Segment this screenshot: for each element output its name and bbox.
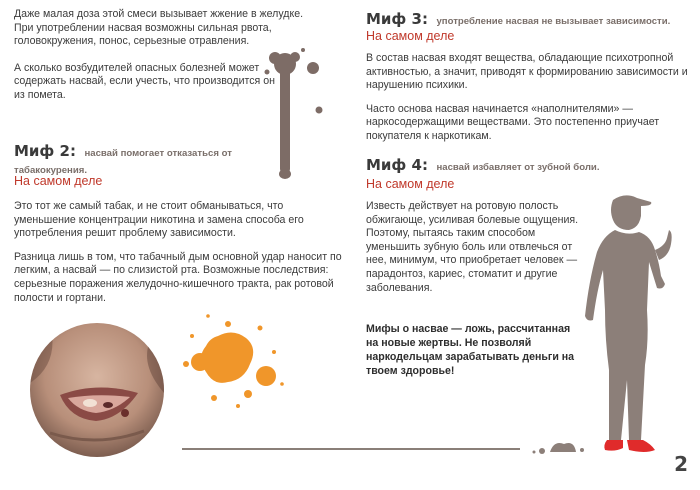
page-number: 2 bbox=[674, 452, 688, 476]
ground-stain-icon bbox=[530, 436, 590, 456]
bottom-divider bbox=[182, 448, 520, 450]
myth-2-body bbox=[14, 200, 344, 305]
final-statement: Мифы о насвае — ложь, рассчитанная на новые жертвы. Не позволяй наркодельцам зарабатывать деньги на твоем здоровье! bbox=[366, 323, 575, 377]
myth-4-paragraph-1: Известь действует на ротовую полость обжигающе, усиливая болевые ощущения. Поэтому, пытаясь таким способом уменьшить зубную боль или отвлечься от нее, минимум, что приобретает человек — парадонтоз, кариес, стоматит и другие заболевания. bbox=[366, 200, 579, 294]
myth-3-body bbox=[366, 52, 688, 144]
myth-4-text: насвай избавляет от зубной боли. bbox=[436, 162, 600, 173]
myth-4-number: Миф 4: bbox=[366, 156, 428, 174]
myth-2-paragraph-2: Разница лишь в том, что табачный дым основной удар наносит по легким, а насвай — по слизистой рта. Возможные последствия: серьезные поражения желудочно-кишечного тракта, рак ротовой полости и гортани. bbox=[14, 250, 342, 304]
mouth-photo bbox=[30, 323, 164, 457]
myth-4-heading bbox=[366, 156, 600, 175]
myth-2-heading bbox=[14, 142, 232, 161]
myth-2-text-cont: табакокурения. bbox=[14, 165, 87, 176]
intro-paragraph-2: А сколько возбудителей опасных болезней может содержать насвай, если учесть, что производится он из помета. bbox=[14, 61, 275, 101]
myth-4-truth-label: На самом деле bbox=[366, 177, 455, 191]
stain-drip-icon bbox=[255, 42, 335, 192]
myth-3-paragraph-1: В состав насвая входят вещества, обладающие психотропной активностью, а значит, приводят к формированию зависимости и нарушению психики. bbox=[366, 52, 688, 92]
myth-3-paragraph-2: Часто основа насвая начинается «наполнителями» — наркосодержащими веществами. Это постепенно приучает покупателя к наркотикам. bbox=[366, 102, 660, 142]
myth-2-truth-label: На самом деле bbox=[14, 174, 103, 188]
final-statement-block bbox=[366, 322, 576, 378]
myth-2-number: Миф 2: bbox=[14, 142, 76, 160]
myth-2-paragraph-1: Это тот же самый табак, и не стоит обманываться, что уменьшение концентрации никотина и замена способа его употребления решит проблему зависимости. bbox=[14, 200, 304, 240]
myth-2-text: насвай помогает отказаться от bbox=[84, 148, 232, 159]
myth-3-number: Миф 3: bbox=[366, 10, 428, 28]
orange-splash-icon bbox=[178, 306, 288, 416]
intro-paragraph-1: Даже малая доза этой смеси вызывает жжение в желудке. При употреблении насвая возможны сильная рвота, головокружения, понос, серьезные отравления. bbox=[14, 8, 304, 48]
person-silhouette-icon bbox=[575, 190, 675, 460]
myth-3-text: употребление насвая не вызывает зависимости. bbox=[436, 16, 671, 27]
myth-4-body bbox=[366, 200, 584, 295]
myth-3-heading bbox=[366, 10, 670, 29]
myth-3-truth-label: На самом деле bbox=[366, 29, 455, 43]
